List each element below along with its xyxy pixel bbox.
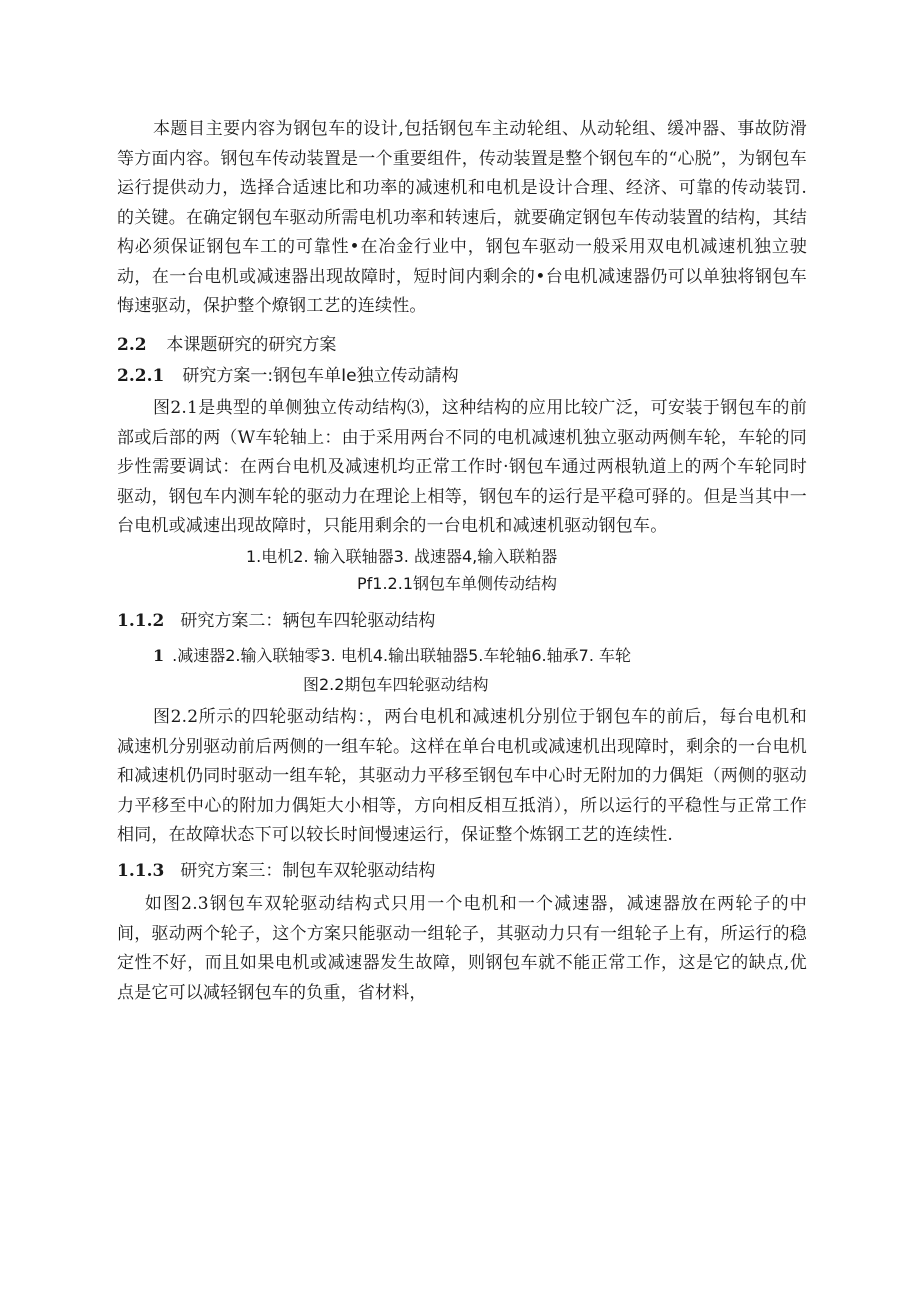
section-number: 2.2 [117,335,147,355]
caption-number: 1 [153,646,165,665]
figure-2-2-title: 图2.2期包车四轮驱动结构 [303,675,489,694]
figure-2-1-parts-caption: 1.电机2. 输入联轴器3. 战速器4,输入联粕器 [246,547,558,566]
section-heading-1-1-3 [117,859,435,883]
scheme-three-text: 如图2.3钢包车双轮驱动结构式只用一个电机和一个减速器，减速器放在两轮子的中间，驱动两个轮子，这个方案只能驱动一组轮子，其驱动力只有一组轮子上有，所运行的稳定性不好，而且如果电机或减速器发生故障，则钢包车就不能正常工作，这是它的缺点,优点是它可以减轻钢包车的负重，省材料， [117,894,807,1003]
intro-paragraph: 本题目主要内容为钢包车的设计,包括钢包车主动轮组、从动轮组、缓冲器、事故防滑等方面内容。钢包车传动装置是一个重要组件，传动装置是整个钢包车的“心脱”，为钢包车运行提供动力，选择合适速比和功率的减速机和电机是设计合理、经济、可靠的传动装罚.的关键。在确定钢包车驱动所需电机功率和转速后，就要确定钢包车传动装置的结构，其结构必须保证钢包车工的可靠性•在冶金行业中，钢包车驱动一般采用双电机减速机独立驶动，在一台电机或减速器出现故障时，短时间内剩余的•台电机减速器仍可以单独将钢包车悔速驱动，保护整个燎钢工艺的连续性。 [117,119,807,316]
scheme-three-paragraph [117,890,807,1008]
section-number: 1.1.3 [117,861,165,881]
section-title: 本课题研究的研究方案 [166,335,337,355]
figure-2-2-parts-caption [153,645,631,667]
caption-text: .减速器2.输入联轴零3. 电机4.输出联轴器5.车轮轴6.轴承7. 车轮 [172,646,631,665]
scheme-two-paragraph: 图2.2所示的四轮驱动结构：，两台电机和减速机分别位于钢包车的前后，每台电机和减速机分别驱动前后两侧的一组车轮。这样在单台电机或减速机出现障时，剩余的一台电机和减速机仍同时驱动一组车轮，其驱动力平移至钢包车中心时无附加的力偶矩（两侧的驱动力平移至中心的附加力偶矩大小相等，方向相反相互抵消），所以运行的平稳性与正常工作相同，在故障状态下可以较长时间慢速运行，保证整个炼钢工艺的连续性. [117,707,807,845]
section-heading-1-1-2 [117,609,435,633]
section-title: 研究方案三：制包车双轮驱动结构 [180,861,436,881]
figure-2-1-title: Pf1.2.1钢包车单侧传动结构 [357,574,557,593]
section-heading-2-2 [117,333,336,357]
section-title: 研究方案二：辆包车四轮驱动结构 [180,611,436,631]
section-number: 1.1.2 [117,611,165,631]
section-title: 研究方案一:钢包车单Ie独立传动請构 [182,366,459,386]
section-heading-2-2-1 [117,364,459,388]
scheme-one-paragraph: 图2.1是典型的单侧独立传动结构⑶，这种结构的应用比较广泛，可安装于钢包车的前部或后部的两（W车轮轴上：由于采用两台不同的电机减速机独立驱动两侧车轮，车轮的同步性需要调试：在两台电机及减速机均正常工作时·钢包车通过两根轨道上的两个车轮同时驱动，钢包车内测车轮的驱动力在理论上相等，钢包车的运行是平稳可驿的。但是当其中一台电机或减速出现故障时，只能用剩余的一台电机和减速机驱动钢包车。 [117,398,807,536]
section-number: 2.2.1 [117,366,165,386]
